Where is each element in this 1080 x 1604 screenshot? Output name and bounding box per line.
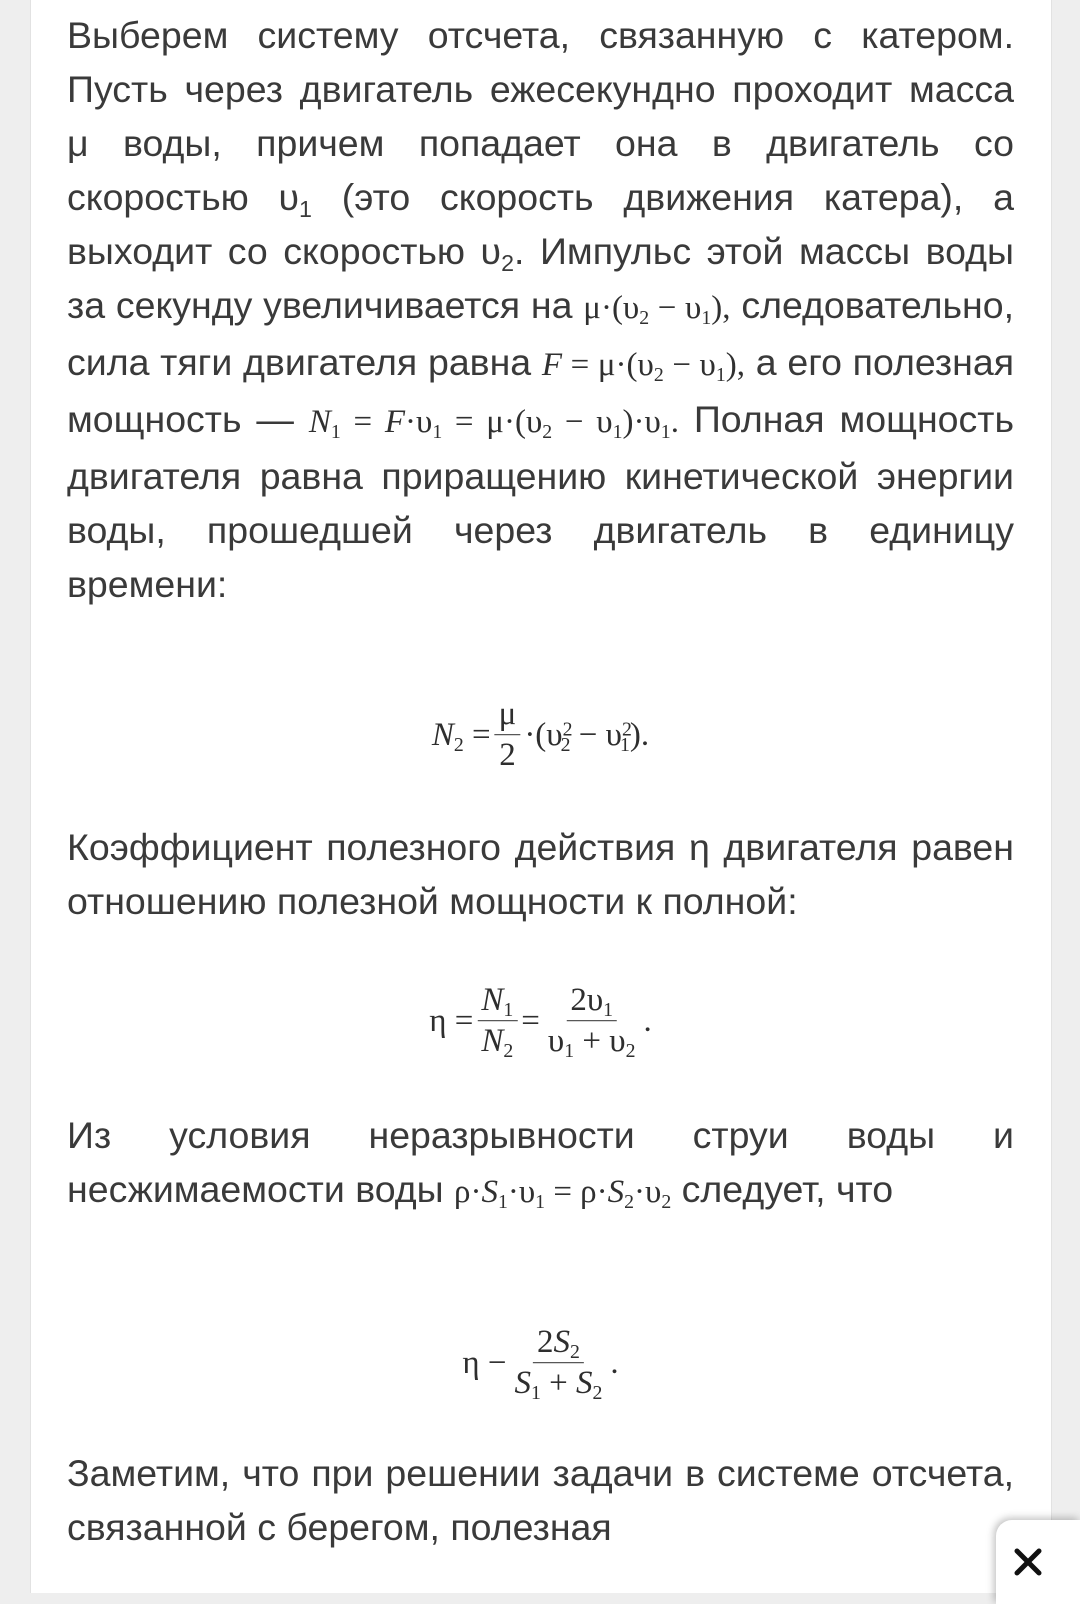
p4-line-1: Заметим, что при решении задачи в системе <box>67 1452 860 1494</box>
p1-line-5-subscript: 2 <box>501 249 515 276</box>
p1-line-4-text-b: (это скорость движения катера), <box>311 176 964 218</box>
answer-card <box>30 0 1052 1593</box>
inline-formula-continuity: $\rho\cdot S_1\cdot\upsilon_1 = \rho\cdot S_2\cdot\upsilon_2$ <box>453 1174 672 1213</box>
p1-line-4-text-a: со скоростью υ <box>67 122 1015 218</box>
p1-line-6: воды за секунду увеличивается на <box>67 230 1014 326</box>
close-icon <box>1013 1547 1043 1577</box>
p1-line-5-text-a: а выходит со скоростью υ <box>67 176 1014 272</box>
p1-line-3: масса μ воды, причем попадает она в двигатель <box>67 68 1014 164</box>
p3-line-1: Из условия неразрывности струи воды и <box>67 1114 1014 1156</box>
paragraph-3 <box>67 1108 1014 1219</box>
p3-line-2a: несжимаемости воды <box>67 1168 444 1210</box>
p1-line-8: а его полезная мощность — <box>67 341 1014 440</box>
p1-line-7: следовательно, сила тяги двигателя равна <box>67 284 1015 383</box>
formula-efficiency: η = $\frac{N_1}{N_2}$ = $\frac{2\upsilon_1}{\upsilon_1 + \upsilon_2}$ . <box>429 982 652 1063</box>
inline-formula-useful-power: $N_1 = F\cdot\upsilon_1 = \mu\cdot(\upsilon_2 - \upsilon_1)\cdot\upsilon_1$. <box>308 404 679 443</box>
p1-line-9: Полная мощность <box>693 398 1014 440</box>
p2-line-1: Коэффициент полезного действия η двигателя <box>67 826 898 868</box>
inline-formula-force: $F = \mu\cdot(\upsilon_2 - \upsilon_1)$, <box>541 347 746 386</box>
p4-line-2: отсчета, связанной с берегом, полезная <box>67 1452 1015 1548</box>
answer-content <box>67 8 1015 1548</box>
p1-line-12: единицу времени: <box>67 509 1014 605</box>
p1-line-11: энергии воды, прошедшей через двигатель в <box>67 455 1015 551</box>
p1-line-10: двигателя равна приращению кинетической <box>67 455 859 497</box>
p1-line-5-text-b: . Импульс этой массы <box>514 230 911 272</box>
paragraph-4 <box>67 1446 1014 1554</box>
p1-line-4-subscript: 1 <box>299 195 312 222</box>
p3-line-2b: следует, <box>681 1168 826 1210</box>
paragraph-1 <box>67 8 1014 611</box>
p3-line-3: что <box>836 1168 894 1210</box>
formula-efficiency-area: η − $\frac{2S_2}{S_1 + S_2}$ . <box>462 1324 619 1405</box>
close-button[interactable] <box>996 1520 1080 1604</box>
p1-line-2: Пусть через двигатель ежесекундно проходит <box>67 68 893 110</box>
formula-full-power: $N_2$ = $\frac{\mu}{2}$ $\cdot(\upsilon^2_2 - \upsilon^2_1)$. <box>431 696 650 774</box>
p1-line-1: Выберем систему отсчета, связанную с катером. <box>67 14 1014 56</box>
inline-formula-momentum: $\mu\cdot(\upsilon_2 - \upsilon_1)$, <box>583 290 731 329</box>
paragraph-2 <box>67 820 1014 928</box>
p2-line-2: равен отношению полезной мощности к полной: <box>67 826 1014 922</box>
